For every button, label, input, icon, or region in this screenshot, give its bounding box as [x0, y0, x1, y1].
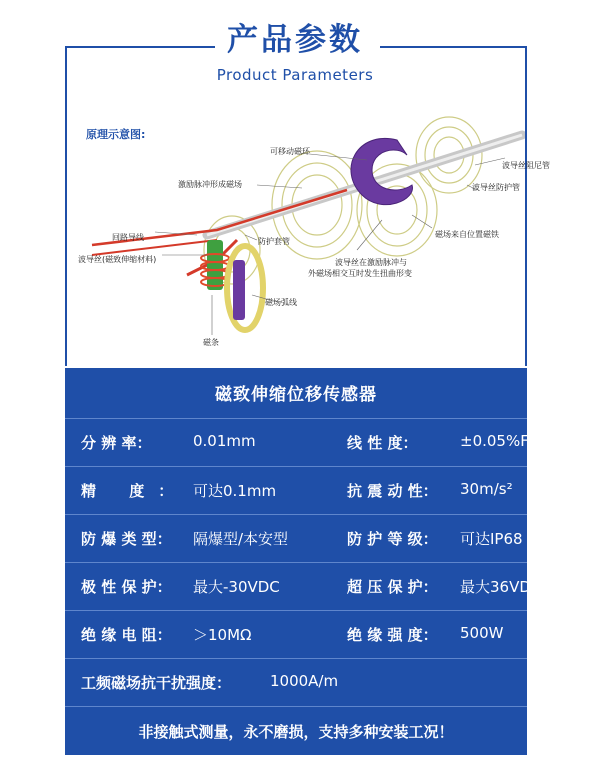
param-value: 隔爆型/本安型 — [193, 530, 289, 548]
param-value: 0.01mm — [193, 432, 256, 450]
label-magnet-field-from-position: 磁场来自位置磁铁 — [435, 230, 499, 239]
parameter-panel — [65, 368, 542, 755]
table-row — [65, 562, 542, 609]
param-key: 工频磁场抗干扰强度： — [81, 674, 232, 692]
param-value: 最大36VDC — [460, 578, 542, 596]
label-guard-tube: 防护套管 — [258, 237, 290, 246]
label-twist-deform-line1: 波导丝在激励脉冲与 — [335, 258, 407, 267]
label-return-wire: 回路导线 — [112, 233, 144, 242]
param-key: 超 压 保 护： — [347, 578, 438, 596]
product-name: 磁致伸缩位移传感器 — [215, 385, 377, 405]
param-value: 最大-30VDC — [193, 578, 280, 596]
param-key: 绝 缘 强 度： — [347, 626, 438, 644]
param-key: 精 度： — [81, 482, 188, 500]
label-waveguide-protect-tube: 波导丝防护管 — [472, 183, 520, 192]
label-movable-magnet-ring: 可移动磁环 — [270, 147, 310, 156]
param-key: 分 辨 率： — [81, 434, 152, 452]
param-value: ＞10MΩ — [193, 626, 252, 644]
param-value: ±0.05%FS — [460, 432, 539, 450]
label-magnetic-arc: 磁场弧线 — [265, 298, 297, 307]
param-key: 防 爆 类 型： — [81, 530, 172, 548]
table-row — [65, 514, 527, 561]
label-magnet-strip: 磁条 — [203, 338, 219, 347]
frame-right-border — [525, 46, 527, 366]
diagram-caption: 原理示意图: — [86, 128, 146, 141]
page-header — [0, 0, 590, 92]
label-waveguide-material: 波导丝(磁致伸缩材料) — [78, 255, 157, 264]
footer-row — [65, 706, 527, 756]
param-value: 30m/s² — [460, 480, 513, 498]
param-key: 线 性 度： — [347, 434, 418, 452]
label-waveguide-damper-tube: 波导丝阻尼管 — [502, 161, 550, 170]
page-title: 产品参数 — [227, 22, 363, 58]
table-row — [65, 610, 527, 657]
param-key: 绝 缘 电 阻： — [81, 626, 172, 644]
label-twist-deform-line2: 外磁场相交互时发生扭曲形变 — [308, 269, 412, 278]
param-value: 500W — [460, 624, 504, 642]
param-key: 抗 震 动 性： — [347, 482, 438, 500]
param-value: 可达0.1mm — [193, 482, 277, 500]
param-key: 极 性 保 护： — [81, 578, 172, 596]
param-value: 可达IP68 — [460, 530, 523, 548]
footer-slogan: 非接触式测量，永不磨损，支持多种安装工况！ — [138, 723, 454, 741]
table-row-wide — [65, 658, 527, 705]
table-row — [65, 418, 539, 465]
param-value: 1000A/m — [270, 672, 339, 690]
param-key: 防 护 等 级： — [347, 530, 438, 548]
table-row — [65, 466, 527, 513]
label-excitation-pulse-field: 激励脉冲形成磁场 — [178, 180, 242, 189]
page-subtitle: Product Parameters — [216, 66, 374, 84]
